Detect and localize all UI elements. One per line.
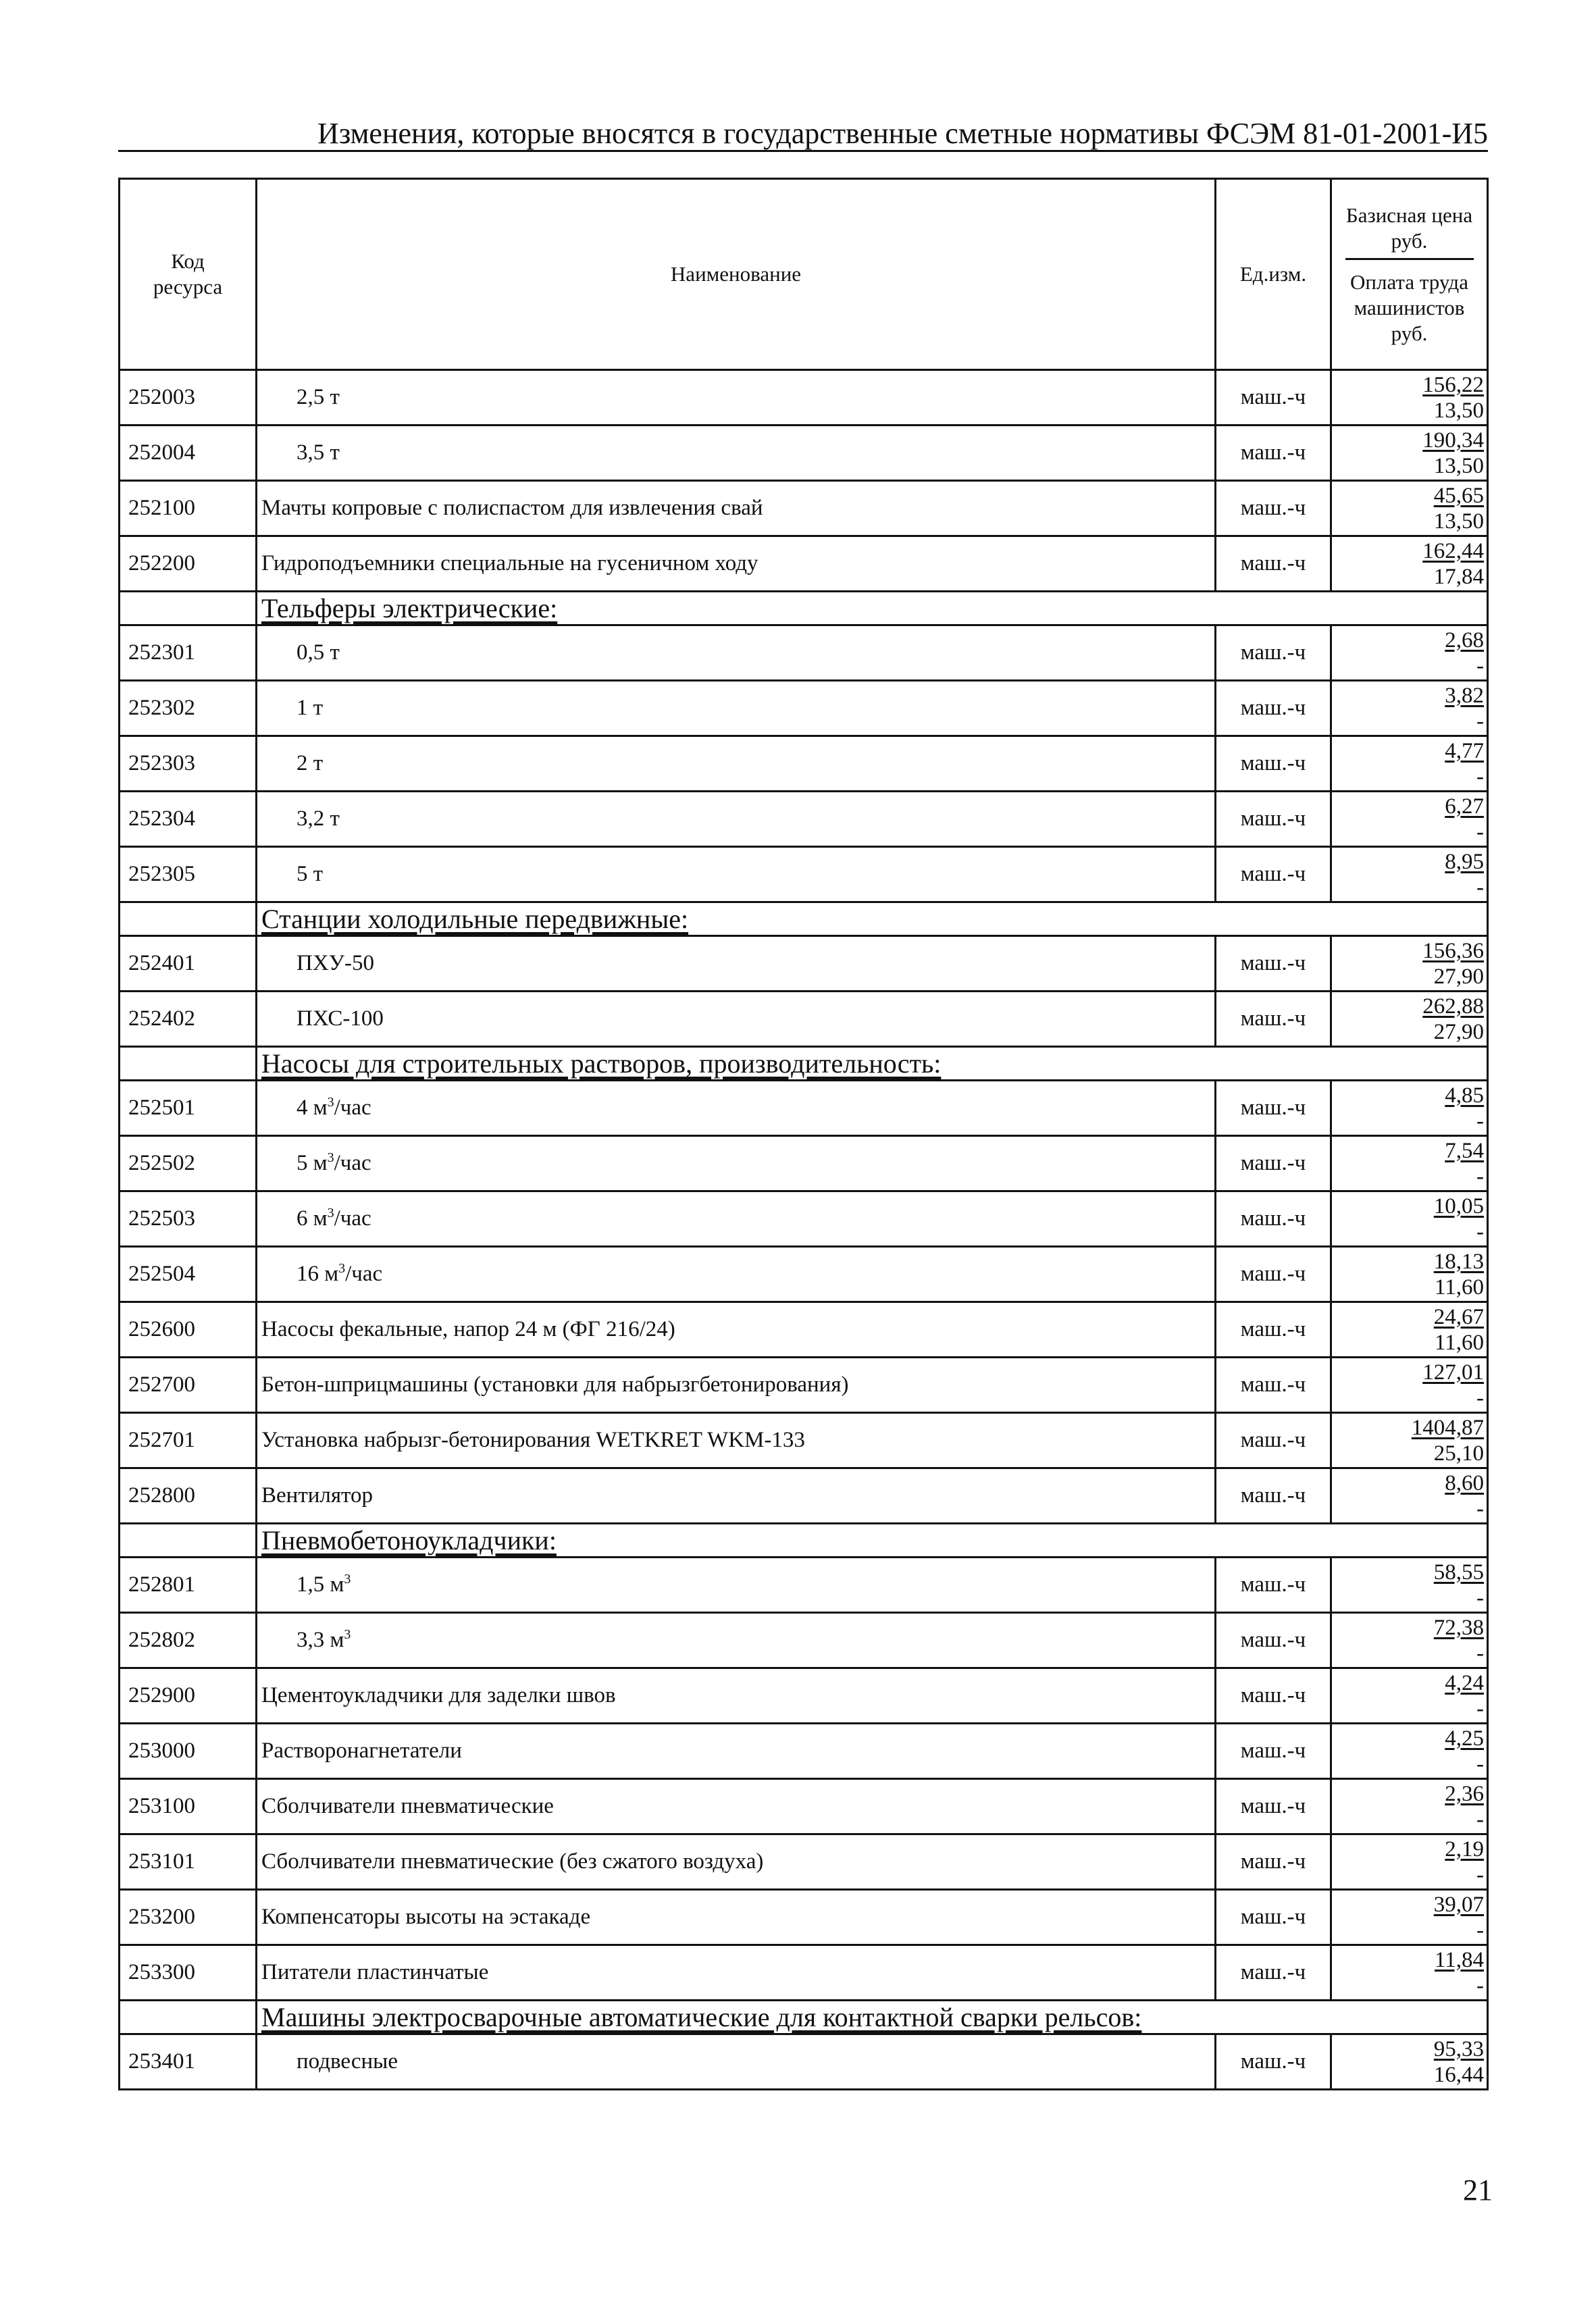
price-cell	[1331, 1724, 1488, 1779]
column-header-unit-label: Ед.изм.	[1239, 262, 1307, 286]
resource-name	[257, 792, 1216, 847]
price-cell	[1331, 426, 1488, 481]
resource-name	[257, 1468, 1216, 1524]
base-price: 8,95	[1445, 849, 1484, 874]
resource-name	[257, 1136, 1216, 1191]
resource-name-text: ПХС-100	[297, 1006, 384, 1031]
base-price: 4,85	[1445, 1083, 1484, 1108]
resource-name	[257, 370, 1216, 426]
base-price: 6,27	[1445, 794, 1484, 819]
resource-code: 253200	[120, 1890, 257, 1945]
table-group-row	[120, 1524, 1488, 1558]
resource-code: 252600	[120, 1302, 257, 1358]
table-row	[120, 1358, 1488, 1413]
operator-wage: -	[1476, 1108, 1484, 1133]
base-price: 72,38	[1433, 1615, 1484, 1640]
group-code-cell	[120, 2001, 257, 2034]
resource-name-text: Вентилятор	[261, 1483, 374, 1508]
operator-wage: 11,60	[1434, 1330, 1484, 1355]
resource-name-suffix: /час	[334, 1096, 371, 1120]
resource-name-text: Сболчиватели пневматические	[261, 1794, 554, 1818]
table-row	[120, 536, 1488, 592]
resource-code: 252801	[120, 1558, 257, 1613]
table-row	[120, 1136, 1488, 1191]
column-header-wage: Оплата труда машинистов руб.	[1350, 269, 1468, 345]
base-price: 2,68	[1445, 627, 1484, 652]
operator-wage: -	[1476, 1696, 1484, 1721]
resource-name	[257, 847, 1216, 902]
resource-code: 253100	[120, 1779, 257, 1834]
table-row	[120, 625, 1488, 681]
column-header-name	[257, 179, 1216, 370]
operator-wage: -	[1476, 1973, 1484, 1998]
unit-of-measure: маш.-ч	[1216, 1724, 1331, 1779]
base-price: 24,67	[1433, 1304, 1484, 1329]
table-body	[120, 370, 1488, 2090]
resource-name	[257, 1613, 1216, 1668]
price-cell	[1331, 1191, 1488, 1247]
resource-price-table	[118, 178, 1489, 2090]
base-price: 3,82	[1445, 683, 1484, 708]
resource-name-text: Цементоукладчики для заделки швов	[261, 1683, 616, 1707]
operator-wage: -	[1476, 1164, 1484, 1189]
resource-name-text: Гидроподъемники специальные на гусеничном ходу	[261, 551, 758, 575]
resource-code: 252302	[120, 681, 257, 736]
operator-wage: -	[1476, 819, 1484, 844]
resource-code: 252003	[120, 370, 257, 426]
column-header-base-price: Базисная цена руб.	[1345, 203, 1473, 253]
unit-of-measure: маш.-ч	[1216, 1668, 1331, 1724]
resource-name-text: 2 т	[297, 751, 324, 775]
resource-name-text: Питатели пластинчатые	[261, 1960, 489, 1984]
price-cell	[1331, 1779, 1488, 1834]
price-cell	[1331, 625, 1488, 681]
table-row	[120, 1302, 1488, 1358]
table-row	[120, 1191, 1488, 1247]
resource-name-text: 6 м	[297, 1206, 328, 1231]
unit-of-measure: маш.-ч	[1216, 1613, 1331, 1668]
price-cell	[1331, 847, 1488, 902]
price-cell	[1331, 1468, 1488, 1524]
resource-code: 253300	[120, 1945, 257, 2001]
base-price: 2,19	[1445, 1836, 1484, 1861]
resource-name-text: ПХУ-50	[297, 951, 375, 975]
table-row	[120, 736, 1488, 792]
price-cell	[1331, 1358, 1488, 1413]
resource-name	[257, 1779, 1216, 1834]
resource-code: 252100	[120, 481, 257, 536]
resource-code: 252900	[120, 1668, 257, 1724]
resource-name-text: 0,5 т	[297, 640, 340, 665]
base-price: 18,13	[1433, 1249, 1484, 1274]
resource-name	[257, 1668, 1216, 1724]
table-row	[120, 992, 1488, 1047]
unit-of-measure: маш.-ч	[1216, 536, 1331, 592]
unit-of-measure: маш.-ч	[1216, 1468, 1331, 1524]
column-header-name-label: Наименование	[670, 262, 802, 286]
unit-of-measure: маш.-ч	[1216, 1834, 1331, 1890]
resource-name	[257, 2034, 1216, 2090]
operator-wage: 11,60	[1434, 1275, 1484, 1300]
base-price: 11,84	[1434, 1947, 1484, 1972]
base-price: 45,65	[1433, 483, 1484, 508]
resource-name	[257, 1191, 1216, 1247]
table-row	[120, 1834, 1488, 1890]
unit-of-measure: маш.-ч	[1216, 426, 1331, 481]
unit-of-measure: маш.-ч	[1216, 1081, 1331, 1136]
price-cell	[1331, 992, 1488, 1047]
table-row	[120, 847, 1488, 902]
base-price: 162,44	[1422, 538, 1484, 563]
group-title: Насосы для строительных растворов, производительность:	[257, 1047, 1488, 1081]
resource-name	[257, 1081, 1216, 1136]
operator-wage: -	[1476, 1385, 1484, 1410]
unit-of-measure: маш.-ч	[1216, 1890, 1331, 1945]
column-header-code-label: Код ресурса	[153, 249, 223, 299]
resource-name	[257, 1890, 1216, 1945]
column-header-unit	[1216, 179, 1331, 370]
price-cell	[1331, 1558, 1488, 1613]
price-cell	[1331, 2034, 1488, 2090]
group-code-cell	[120, 902, 257, 936]
table-row	[120, 1724, 1488, 1779]
table-row	[120, 426, 1488, 481]
unit-exponent: 3	[344, 1627, 351, 1642]
resource-name-text: Установка набрызг-бетонирования WETKRET WKM-133	[261, 1428, 805, 1452]
base-price: 4,77	[1445, 738, 1484, 763]
resource-name-text: Сболчиватели пневматические (без сжатого воздуха)	[261, 1849, 764, 1874]
unit-exponent: 3	[338, 1261, 346, 1276]
table-group-row	[120, 1047, 1488, 1081]
operator-wage: -	[1476, 1641, 1484, 1666]
resource-code: 253401	[120, 2034, 257, 2090]
column-header-price	[1331, 179, 1488, 370]
resource-code: 252004	[120, 426, 257, 481]
resource-name	[257, 1945, 1216, 2001]
resource-code: 252301	[120, 625, 257, 681]
unit-of-measure: маш.-ч	[1216, 1413, 1331, 1468]
table-row	[120, 1247, 1488, 1302]
group-title: Машины электросварочные автоматические для контактной сварки рельсов:	[257, 2001, 1488, 2034]
operator-wage: 25,10	[1433, 1441, 1484, 1466]
resource-name-text: Мачты копровые с полиспастом для извлечения свай	[261, 496, 763, 520]
unit-of-measure: маш.-ч	[1216, 992, 1331, 1047]
resource-name-suffix: /час	[334, 1206, 371, 1231]
base-price: 8,60	[1445, 1470, 1484, 1495]
operator-wage: -	[1476, 1862, 1484, 1887]
table-group-row	[120, 902, 1488, 936]
operator-wage: 13,50	[1433, 453, 1484, 478]
resource-name	[257, 992, 1216, 1047]
price-cell	[1331, 681, 1488, 736]
resource-code: 253000	[120, 1724, 257, 1779]
resource-code: 252700	[120, 1358, 257, 1413]
base-price: 156,22	[1422, 372, 1484, 397]
group-code-cell	[120, 592, 257, 625]
price-cell	[1331, 536, 1488, 592]
price-cell	[1331, 1413, 1488, 1468]
operator-wage: -	[1476, 764, 1484, 789]
base-price: 127,01	[1422, 1360, 1484, 1385]
unit-of-measure: маш.-ч	[1216, 1779, 1331, 1834]
group-title: Станции холодильные передвижные:	[257, 902, 1488, 936]
price-cell	[1331, 1668, 1488, 1724]
resource-code: 252200	[120, 536, 257, 592]
base-price: 7,54	[1445, 1138, 1484, 1163]
unit-exponent: 3	[344, 1572, 351, 1587]
base-price: 156,36	[1422, 938, 1484, 963]
base-price: 4,24	[1445, 1670, 1484, 1695]
group-title: Тельферы электрические:	[257, 592, 1488, 625]
resource-code: 252305	[120, 847, 257, 902]
resource-name	[257, 736, 1216, 792]
resource-name	[257, 1358, 1216, 1413]
resource-name-text: 5 т	[297, 862, 324, 886]
unit-of-measure: маш.-ч	[1216, 1191, 1331, 1247]
unit-of-measure: маш.-ч	[1216, 481, 1331, 536]
resource-name-text: Растворонагнетатели	[261, 1739, 462, 1763]
column-header-code	[120, 179, 257, 370]
resource-name	[257, 426, 1216, 481]
resource-code: 252401	[120, 936, 257, 992]
operator-wage: -	[1476, 1751, 1484, 1776]
table-row	[120, 1613, 1488, 1668]
price-cell	[1331, 481, 1488, 536]
resource-name-text: 3,5 т	[297, 440, 340, 465]
resource-code: 252802	[120, 1613, 257, 1668]
unit-exponent: 3	[327, 1095, 334, 1110]
table-row	[120, 1890, 1488, 1945]
price-cell	[1331, 1613, 1488, 1668]
base-price: 10,05	[1433, 1193, 1484, 1218]
resource-name-text: подвесные	[297, 2049, 398, 2074]
unit-of-measure: маш.-ч	[1216, 370, 1331, 426]
unit-of-measure: маш.-ч	[1216, 1247, 1331, 1302]
resource-name	[257, 1558, 1216, 1613]
price-cell	[1331, 1890, 1488, 1945]
unit-exponent: 3	[327, 1206, 334, 1220]
resource-name-text: 4 м	[297, 1096, 328, 1120]
resource-name	[257, 625, 1216, 681]
base-price: 262,88	[1422, 994, 1484, 1019]
resource-name	[257, 481, 1216, 536]
group-code-cell	[120, 1047, 257, 1081]
resource-name	[257, 936, 1216, 992]
operator-wage: -	[1476, 653, 1484, 678]
resource-code: 252402	[120, 992, 257, 1047]
price-cell	[1331, 1945, 1488, 2001]
operator-wage: -	[1476, 1496, 1484, 1521]
resource-code: 252304	[120, 792, 257, 847]
group-title: Пневмобетоноукладчики:	[257, 1524, 1488, 1558]
base-price: 4,25	[1445, 1726, 1484, 1751]
unit-of-measure: маш.-ч	[1216, 936, 1331, 992]
unit-of-measure: маш.-ч	[1216, 792, 1331, 847]
operator-wage: 13,50	[1433, 509, 1484, 534]
resource-code: 252503	[120, 1191, 257, 1247]
resource-name-suffix: /час	[334, 1151, 371, 1175]
table-row	[120, 1779, 1488, 1834]
resource-name	[257, 1302, 1216, 1358]
price-cell	[1331, 1302, 1488, 1358]
operator-wage: -	[1476, 875, 1484, 900]
operator-wage: 16,44	[1433, 2062, 1484, 2087]
base-price: 190,34	[1422, 428, 1484, 453]
table-row	[120, 936, 1488, 992]
resource-name-text: 16 м	[297, 1262, 339, 1286]
resource-name	[257, 1834, 1216, 1890]
table-row	[120, 370, 1488, 426]
unit-of-measure: маш.-ч	[1216, 625, 1331, 681]
operator-wage: 13,50	[1433, 398, 1484, 423]
base-price: 58,55	[1433, 1560, 1484, 1585]
resource-name-text: 1 т	[297, 696, 324, 720]
price-cell	[1331, 1247, 1488, 1302]
document-header-title: Изменения, которые вносятся в государственные сметные нормативы ФСЭМ 81-01-2001-И5	[317, 117, 1488, 150]
resource-name	[257, 1413, 1216, 1468]
base-price: 39,07	[1433, 1892, 1484, 1917]
resource-name	[257, 1724, 1216, 1779]
unit-of-measure: маш.-ч	[1216, 681, 1331, 736]
base-price: 95,33	[1433, 2036, 1484, 2061]
resource-name-text: 5 м	[297, 1151, 328, 1175]
operator-wage: 27,90	[1433, 1019, 1484, 1044]
column-header-price-divider	[1345, 258, 1474, 260]
resource-name	[257, 536, 1216, 592]
table-group-row	[120, 592, 1488, 625]
table-row	[120, 2034, 1488, 2090]
resource-code: 252502	[120, 1136, 257, 1191]
resource-code: 252303	[120, 736, 257, 792]
table-row	[120, 1668, 1488, 1724]
operator-wage: -	[1476, 1219, 1484, 1244]
table-header-row	[120, 179, 1488, 370]
price-cell	[1331, 1834, 1488, 1890]
resource-name-text: 1,5 м	[297, 1572, 344, 1597]
group-code-cell	[120, 1524, 257, 1558]
page-number: 21	[1463, 2174, 1493, 2207]
operator-wage: -	[1476, 1918, 1484, 1943]
price-cell	[1331, 936, 1488, 992]
resource-code: 252800	[120, 1468, 257, 1524]
table-row	[120, 1945, 1488, 2001]
resource-name-text: 3,3 м	[297, 1628, 344, 1652]
unit-of-measure: маш.-ч	[1216, 1302, 1331, 1358]
unit-of-measure: маш.-ч	[1216, 1945, 1331, 2001]
operator-wage: 27,90	[1433, 964, 1484, 989]
price-cell	[1331, 736, 1488, 792]
table-row	[120, 1468, 1488, 1524]
table-row	[120, 1081, 1488, 1136]
price-cell	[1331, 1136, 1488, 1191]
operator-wage: -	[1476, 1585, 1484, 1610]
operator-wage: 17,84	[1433, 564, 1484, 589]
table-row	[120, 481, 1488, 536]
base-price: 1404,87	[1411, 1415, 1484, 1440]
resource-code: 252504	[120, 1247, 257, 1302]
base-price: 2,36	[1445, 1781, 1484, 1806]
resource-name	[257, 681, 1216, 736]
resource-name	[257, 1247, 1216, 1302]
unit-of-measure: маш.-ч	[1216, 1136, 1331, 1191]
resource-name-text: Бетон-шприцмашины (установки для набрызгбетонирования)	[261, 1372, 849, 1397]
unit-of-measure: маш.-ч	[1216, 847, 1331, 902]
resource-code: 252701	[120, 1413, 257, 1468]
resource-name-text: Компенсаторы высоты на эстакаде	[261, 1905, 591, 1929]
unit-exponent: 3	[327, 1150, 334, 1165]
unit-of-measure: маш.-ч	[1216, 1558, 1331, 1613]
header-divider	[118, 150, 1488, 152]
resource-code: 253101	[120, 1834, 257, 1890]
resource-code: 252501	[120, 1081, 257, 1136]
resource-name-suffix: /час	[345, 1262, 383, 1286]
resource-name-text: 2,5 т	[297, 385, 340, 409]
table-row	[120, 792, 1488, 847]
table-row	[120, 1413, 1488, 1468]
table-group-row	[120, 2001, 1488, 2034]
table-row	[120, 1558, 1488, 1613]
operator-wage: -	[1476, 1807, 1484, 1832]
price-cell	[1331, 370, 1488, 426]
unit-of-measure: маш.-ч	[1216, 1358, 1331, 1413]
resource-name-text: Насосы фекальные, напор 24 м (ФГ 216/24)	[261, 1317, 675, 1341]
table-row	[120, 681, 1488, 736]
unit-of-measure: маш.-ч	[1216, 736, 1331, 792]
price-cell	[1331, 792, 1488, 847]
unit-of-measure: маш.-ч	[1216, 2034, 1331, 2090]
resource-name-text: 3,2 т	[297, 806, 340, 831]
price-cell	[1331, 1081, 1488, 1136]
operator-wage: -	[1476, 709, 1484, 734]
